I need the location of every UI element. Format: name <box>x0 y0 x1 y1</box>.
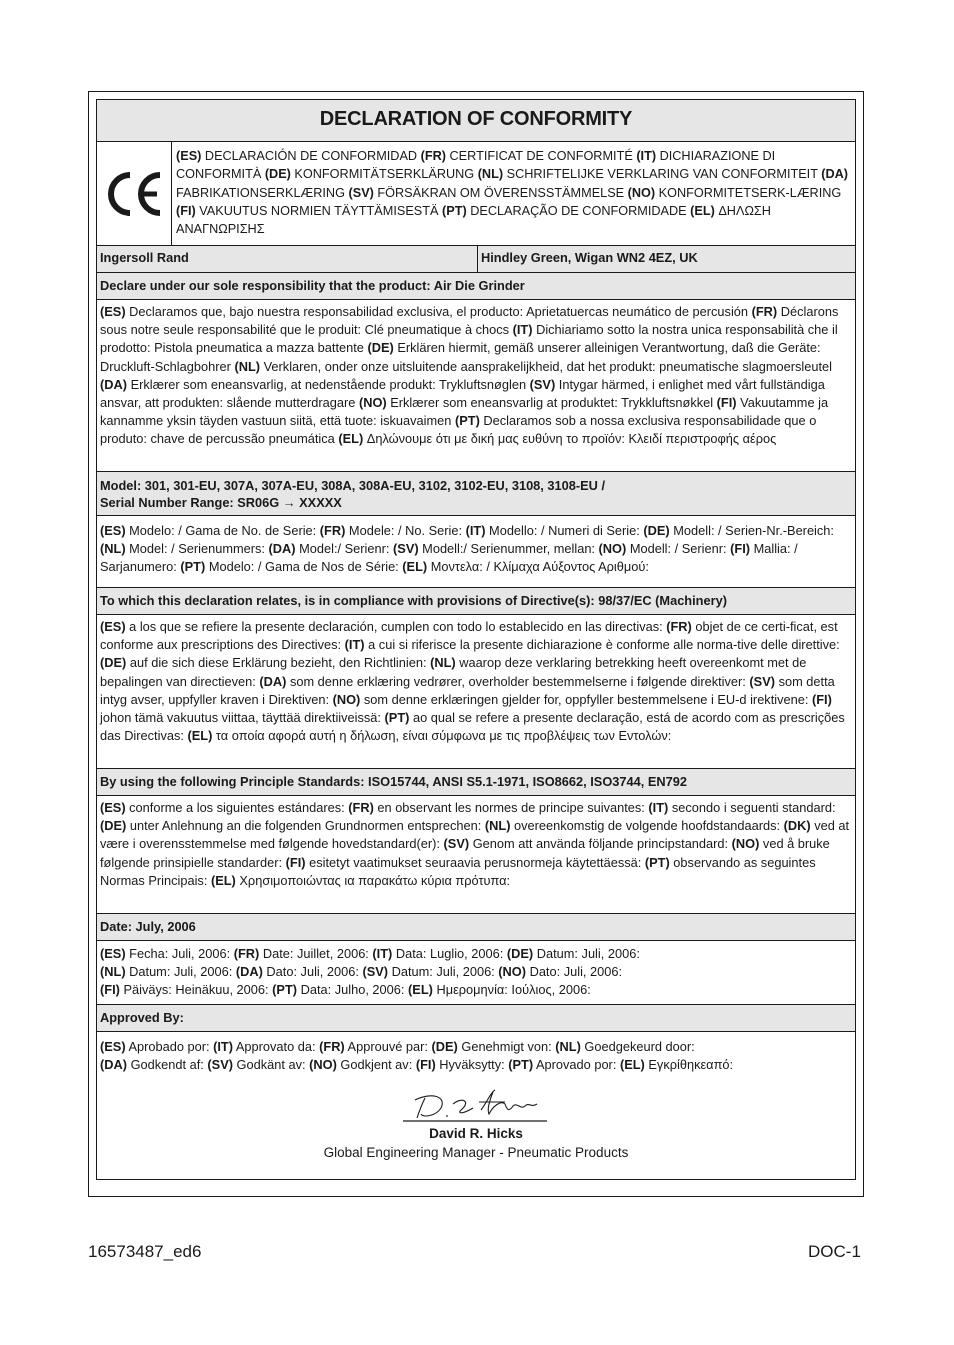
translation-text: Godkendt af: <box>127 1057 208 1073</box>
language-code: (ES) <box>100 619 126 634</box>
translation-text: DECLARAÇÃO DE CONFORMIDADE <box>466 203 691 218</box>
language-code: (PT) <box>180 559 206 575</box>
translation-text: SCHRIFTELIJKE VERKLARING VAN CONFORMITEIT <box>503 167 822 182</box>
language-code: (EL) <box>408 982 433 998</box>
translation-text: Genom att använda följande principstandard: <box>469 836 732 852</box>
language-code: (NO) <box>309 1057 337 1073</box>
translation-text: observando as seguintes Normas Principais: <box>100 854 816 888</box>
translation-text: Vakuutamme ja kannamme yksin täyden vastuun siitä, että tuote: iskuavaimen <box>100 395 829 429</box>
translation-text: FABRIKATIONSERKLÆRING <box>176 185 349 200</box>
translation-text: Model:/ Serienr: <box>295 541 394 557</box>
language-code: (ES) <box>100 946 126 961</box>
language-code: (NL) <box>100 541 126 557</box>
translation-text: Fecha: Juli, 2006: <box>125 946 234 961</box>
language-code: (ES) <box>100 800 126 815</box>
language-code: (PT) <box>454 413 480 429</box>
language-code: (DA) <box>100 1057 128 1073</box>
language-code: (DA) <box>259 673 287 689</box>
language-code: (FR) <box>319 1039 345 1054</box>
translation-text: Datum: Juli, 2006: <box>533 946 640 961</box>
language-code: (FR) <box>420 149 446 163</box>
language-code: (PT) <box>442 203 467 218</box>
translation-text: auf die sich diese Erklärung bezieht, den Richtlinien: <box>126 655 431 671</box>
language-code: (DE) <box>431 1039 458 1054</box>
translation-text: Modell: / Serienr: <box>626 541 731 557</box>
language-code: (NL) <box>234 358 261 374</box>
translation-text: Ημερομηνία: Ιούλιος, 2006: <box>432 982 591 998</box>
translation-text: Aprovado por: <box>533 1057 620 1073</box>
translation-text: Date: Juillet, 2006: <box>259 946 373 961</box>
document-number: 16573487_ed6 <box>88 1242 202 1261</box>
language-code: (NL) <box>484 818 511 834</box>
language-code: (NO) <box>731 836 760 852</box>
translation-text: a cui si riferisce la presente dichiarazione è conforme alle norma-tive delle direttive: <box>364 637 840 653</box>
ce-row <box>97 141 855 245</box>
language-code: (PT) <box>644 854 670 870</box>
language-code: (DE) <box>367 340 394 356</box>
company-row <box>97 245 855 272</box>
language-code: (SV) <box>393 541 419 557</box>
translation-text: som denne erklæring vedrører, overholder bestemmelserne i følgende direktiver: <box>286 673 750 689</box>
signature-icon <box>401 1088 551 1124</box>
translation-text: Dato: Juli, 2006: <box>262 964 363 980</box>
translation-text: DICHIARAZIONE DI CONFORMITÀ <box>176 149 776 182</box>
language-code: (SV) <box>207 1057 233 1073</box>
translation-text: Erklären hiermit, gemäß unserer alleinigen Verantwortung, daß die Geräte: Druckluft-Schlagbohrer <box>100 340 821 374</box>
translation-text: unter Anlehnung an die folgenden Grundnormen entsprechen: <box>126 818 485 834</box>
language-code: (FR) <box>751 304 778 319</box>
language-code: (NO) <box>358 395 387 411</box>
language-code: (IT) <box>465 523 486 538</box>
translation-text: Mallia: / Sarjanumero: <box>100 541 798 575</box>
translation-text: Modell: / Serien-Nr.-Bereich: <box>669 523 834 538</box>
translation-text: τα οποία αφορά αυτή η δήλωση, είναι σύμφωνα με τις προβλέψεις των Εντολών: <box>212 728 672 744</box>
language-code: (EL) <box>402 559 428 575</box>
translation-text: en observant les normes de principe suivantes: <box>373 800 649 815</box>
language-code: (NO) <box>332 691 361 707</box>
translation-line <box>100 945 852 963</box>
language-code: (SV) <box>749 673 776 689</box>
page-title: DECLARATION OF CONFORMITY <box>97 100 855 141</box>
standards-heading: By using the following Principle Standards: ISO15744, ANSI S5.1-1971, ISO8662, ISO3744, EN792 <box>97 768 855 795</box>
translation-text: FÖRSÄKRAN OM ÖVERENSSTÄMMELSE <box>373 185 628 200</box>
approved-translations <box>97 1032 855 1078</box>
language-code: (PT) <box>384 710 410 726</box>
date-translations <box>97 940 855 1004</box>
translation-line <box>100 1038 852 1056</box>
language-code: (DE) <box>264 167 291 182</box>
language-code: (ES) <box>100 523 126 538</box>
translation-text: KONFORMITÄTSERKLÄRUNG <box>290 167 478 182</box>
language-code: (FI) <box>176 203 196 218</box>
language-code: (IT) <box>372 946 393 961</box>
company-name: Ingersoll Rand <box>97 246 478 272</box>
language-code: (DA) <box>268 541 296 557</box>
title-translations <box>172 142 855 245</box>
translation-text: Godkjent av: <box>336 1057 416 1073</box>
translation-text: Modele: / No. Serie: <box>345 523 466 538</box>
language-code: (PT) <box>272 982 298 998</box>
date-heading: Date: July, 2006 <box>97 913 855 940</box>
model-heading <box>97 471 855 515</box>
declaration-table <box>96 99 856 1180</box>
translation-text: som denne erklæringen gjelder for, oppfyller bestemmelsene i EU-d irektivene: <box>360 691 812 707</box>
translation-line <box>100 981 852 999</box>
translation-text: Déclarons sous notre seule responsabilité que le produit: Clé pneumatique à chocs <box>100 304 839 338</box>
translation-text: Dato: Juli, 2006: <box>526 964 623 980</box>
declare-heading: Declare under our sole responsibility that the product: Air Die Grinder <box>97 272 855 299</box>
language-code: (DA) <box>821 167 849 182</box>
translation-text: Modello: / Numeri di Serie: <box>485 523 644 538</box>
translation-text: ΔΗΛΩΣΗ ΑΝΑΓΝΩΡΙΣΗΣ <box>176 203 771 237</box>
translation-text: Genehmigt von: <box>457 1039 556 1054</box>
signer-block <box>97 1124 855 1166</box>
translation-text: secondo i seguenti standard: <box>668 800 836 815</box>
language-code: (FI) <box>415 1057 436 1073</box>
language-code: (IT) <box>213 1039 234 1054</box>
language-code: (IT) <box>512 322 533 338</box>
translation-text: Modelo: / Gama de Nos de Série: <box>205 559 403 575</box>
language-code: (ES) <box>100 1039 126 1054</box>
translation-text: DECLARACIÓN DE CONFORMIDAD <box>201 149 421 163</box>
translation-text: KONFORMITETSERK-LÆRING <box>655 185 842 200</box>
model-line: Model: 301, 301-EU, 307A, 307A-EU, 308A, 308A-EU, 3102, 3102-EU, 3108, 3108-EU / <box>100 478 606 493</box>
language-code: (NL) <box>430 655 456 671</box>
language-code: (FI) <box>285 854 306 870</box>
language-code: (ES) <box>176 149 202 163</box>
language-code: (NO) <box>598 541 627 557</box>
signer-title: Global Engineering Manager - Pneumatic Products <box>323 1145 629 1161</box>
language-code: (DK) <box>783 818 811 834</box>
language-code: (DA) <box>235 964 263 980</box>
translation-text: Erklærer som eneansvarlig at produktet: Trykkluftsnøkkel <box>386 395 717 411</box>
translation-text: Päiväys: Heinäkuu, 2006: <box>119 982 273 998</box>
approved-heading: Approved By: <box>97 1004 855 1031</box>
approval-section <box>97 1031 855 1179</box>
language-code: (DE) <box>643 523 670 538</box>
translation-text: conforme a los siguientes estándares: <box>125 800 349 815</box>
translation-text: ao qual se refere a presente declaração, está de acordo com as prescrições das Directivas: <box>100 710 845 744</box>
translation-text: ved at være i overensstemmelse med følgende hovedstandard(er): <box>100 818 850 852</box>
translation-text: Μοντελα: / Κλίμαχα Αύξοντος Αριθμού: <box>427 559 649 575</box>
language-code: (FI) <box>811 691 832 707</box>
language-code: (FR) <box>348 800 374 815</box>
language-code: (EL) <box>210 872 236 888</box>
language-code: (FR) <box>233 946 260 961</box>
language-code: (IT) <box>344 637 365 653</box>
translation-text: ved å bruke følgende prinsipielle standarder: <box>100 836 830 870</box>
translation-text: Approvato da: <box>233 1039 320 1054</box>
translation-text: CERTIFICAT DE CONFORMITÉ <box>445 149 637 163</box>
directive-heading: To which this declaration relates, is in compliance with provisions of Directive(s): 98/37/EC (Machinery) <box>97 587 855 614</box>
translation-text: Erklærer som eneansvarlig, at nedenstående produkt: Trykluftsnøglen <box>127 376 530 392</box>
translation-text: Χρησιμοποιώντας ια παρακάτω κύρια πρότυπα: <box>235 872 511 888</box>
language-code: (DE) <box>506 946 534 961</box>
translation-text: Hyväksytty: <box>435 1057 509 1073</box>
translation-text: objet de ce certi-ficat, est conforme aux prescriptions des Directives: <box>100 619 838 653</box>
translation-text: Datum: Juli, 2006: <box>125 964 236 980</box>
language-code: (EL) <box>690 203 715 218</box>
language-code: (ES) <box>100 304 126 319</box>
language-code: (SV) <box>362 964 389 980</box>
language-code: (IT) <box>648 800 669 815</box>
translation-text: overeenkomstig de volgende hoofdstandaards: <box>510 818 784 834</box>
language-code: (NL) <box>477 167 504 182</box>
translation-text: Model: / Serienummers: <box>125 541 269 557</box>
language-code: (NL) <box>555 1039 581 1054</box>
document-frame <box>88 91 864 1197</box>
language-code: (NL) <box>100 964 126 980</box>
translation-text: Intygar härmed, i enlighet med vårt fullständiga ansvar, att produkten: slående mutterdragare <box>100 376 825 411</box>
translation-text: Datum: Juli, 2006: <box>388 964 499 980</box>
translation-text: Δηλώνουμε ότι με δική μας ευθύνη το προϊόν: Κλειδί περιστροφής αέρος <box>363 431 777 447</box>
translation-line <box>100 963 852 981</box>
translation-text: johon tämä vakuutus viittaa, täyttää direktiiveissä: <box>100 710 385 726</box>
signer-name: David R. Hicks <box>429 1126 523 1142</box>
serial-line: Serial Number Range: SR06G → XXXXX <box>100 495 342 510</box>
translation-text: Data: Luglio, 2006: <box>392 946 507 961</box>
language-code: (EL) <box>619 1057 645 1073</box>
language-code: (DA) <box>100 376 128 392</box>
language-code: (FI) <box>716 395 737 411</box>
company-address: Hindley Green, Wigan WN2 4EZ, UK <box>481 250 698 265</box>
translation-text: Εγκρίθηκεαπό: <box>644 1057 734 1073</box>
translation-text: Modell:/ Serienummer, mellan: <box>418 541 599 557</box>
language-code: (EL) <box>187 728 213 744</box>
language-code: (NO) <box>627 185 656 200</box>
language-code: (FI) <box>100 982 120 998</box>
translation-text: VAKUUTUS NORMIEN TÄYTTÄMISESTÄ <box>195 203 442 218</box>
translation-text: Godkänt av: <box>233 1057 310 1073</box>
language-code: (SV) <box>348 185 374 200</box>
page-code: DOC-1 <box>808 1242 861 1261</box>
language-code: (SV) <box>443 836 470 852</box>
model-translations <box>97 515 855 587</box>
language-code: (NO) <box>498 964 527 980</box>
standards-translations <box>97 795 855 913</box>
ce-mark-icon <box>97 142 172 245</box>
translation-text: Declaramos que, bajo nuestra responsabilidad exclusiva, el producto: Aprietatuercas neumático de percusión <box>125 304 752 319</box>
language-code: (FI) <box>730 541 751 557</box>
translation-text: Verklaren, onder onze uitsluitende aansprakelijkheid, dat het produkt: pneumatische slagmoersleutel <box>260 358 832 374</box>
language-code: (SV) <box>529 376 556 392</box>
language-code: (EL) <box>338 431 364 447</box>
directive-translations <box>97 614 855 768</box>
translation-text: Modelo: / Gama de No. de Serie: <box>125 523 320 538</box>
translation-text: Dichiariamo sotto la nostra unica responsabilità che il prodotto: Pistola pneumatica a mazza battente <box>100 322 838 356</box>
language-code: (DE) <box>100 655 127 671</box>
translation-text: Goedgekeurd door: <box>580 1039 695 1054</box>
translation-text: Aprobado por: <box>125 1039 214 1054</box>
translation-line <box>100 1056 852 1074</box>
declare-translations <box>97 299 855 471</box>
translation-text: esitetyt vaatimukset seuraavia perusnormeja käytettäessä: <box>305 854 645 870</box>
language-code: (DE) <box>100 818 127 834</box>
language-code: (IT) <box>636 149 657 163</box>
translation-text: a los que se refiere la presente declaración, cumplen con todo lo establecido en las directivas: <box>125 619 667 634</box>
translation-text: Approuvé par: <box>344 1039 432 1054</box>
translation-text: waarop deze verklaring betrekking heeft overeenkomt met de bepalingen van directieven: <box>100 655 807 689</box>
translation-text: Declaramos sob a nossa exclusiva responsabilidade que o produto: chave de percussão pneumática <box>100 413 817 447</box>
language-code: (FR) <box>666 619 692 634</box>
language-code: (PT) <box>508 1057 534 1073</box>
translation-text: Data: Julho, 2006: <box>297 982 409 998</box>
language-code: (FR) <box>319 523 346 538</box>
translation-text: som detta intyg avser, uppfyller kraven i Direktiven: <box>100 673 835 707</box>
